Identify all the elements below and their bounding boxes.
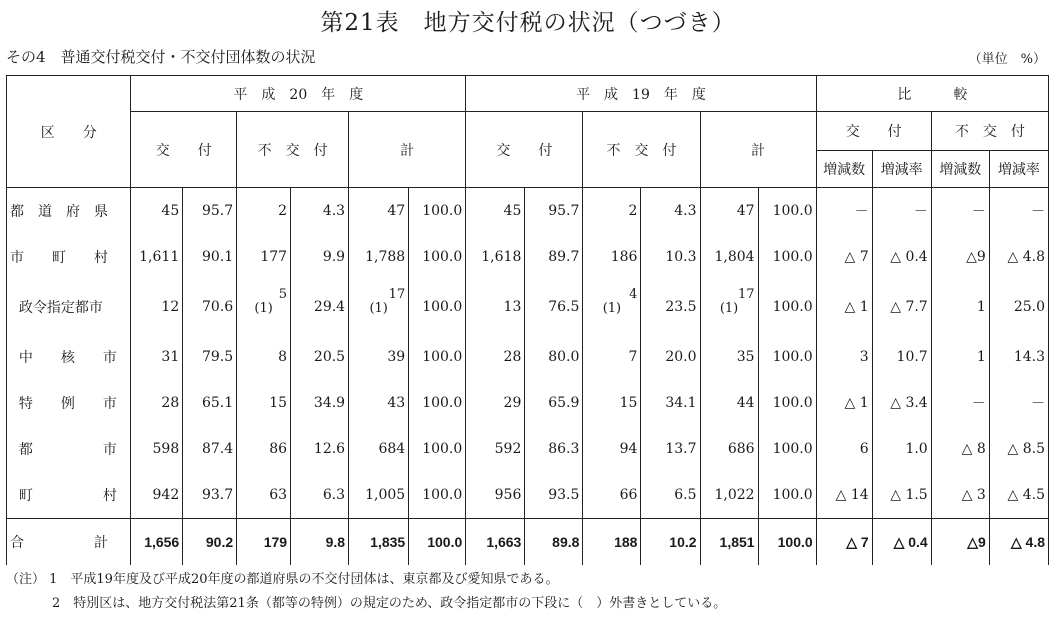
cell-n20: 179 [237,519,291,566]
cell-n19p: 23.5 [641,280,700,334]
header-h19: 平 成 19 年 度 [466,76,816,112]
cell-g19p: 89.7 [525,234,583,280]
cell-t19p: 100.0 [758,280,816,334]
statistics-table [6,75,1049,565]
cell-t19p: 100.0 [758,472,816,519]
cell-gr: △ 0.4 [872,519,931,566]
cell-nr: △ 4.8 [989,234,1048,280]
table-row [7,188,1049,235]
cell-t20: 39 [349,334,409,380]
cell-g20p: 87.4 [183,426,237,472]
cell-t20p: 100.0 [409,280,466,334]
page-title: 第21表 地方交付税の状況（つづき） [320,10,736,36]
cell-nd: △ 3 [931,472,989,519]
cell-n19: 15 [583,380,641,426]
cell-gr: △ 0.4 [872,234,931,280]
cell-n20: 177 [237,234,291,280]
cell-gr: △ 3.4 [872,380,931,426]
cell-t20: 1,788 [349,234,409,280]
cell-nr: 25.0 [989,280,1048,334]
cell-n20p: 20.5 [291,334,349,380]
footnote-1: （注） 1 平成19年度及び平成20年度の都道府県の不交付団体は、東京都及び愛知県である。 [6,572,559,587]
cell-n19: 2 [583,188,641,235]
cell-g20: 28 [131,380,183,426]
header-category: 区 分 [7,76,131,188]
cell-t19p: 100.0 [758,234,816,280]
cell-t19: 686 [700,426,758,472]
cell-t19: 1,804 [700,234,758,280]
cell-g19p: 76.5 [525,280,583,334]
cell-gd: △ 1 [816,280,872,334]
cell-gd: － [816,188,872,235]
cell-g20p: 93.7 [183,472,237,519]
cell-n20p: 6.3 [291,472,349,519]
cell-g20p: 79.5 [183,334,237,380]
cell-t20: 43 [349,380,409,426]
cell-n19p: 20.0 [641,334,700,380]
header-grant-diff: 増減数 [816,151,872,188]
cell-n20: 86 [237,426,291,472]
cell-t19: 1,022 [700,472,758,519]
cell-value: 17 [738,287,755,302]
cell-n20p: 4.3 [291,188,349,235]
cell-t20p: 100.0 [409,426,466,472]
table-row [7,234,1049,280]
cell-t19p: 100.0 [758,188,816,235]
cell-g20: 1,611 [131,234,183,280]
cell-n20: 2 [237,188,291,235]
cell-t20p: 100.0 [409,188,466,235]
cell-n20 [237,280,291,334]
header-h19-total: 計 [700,112,816,188]
header-nongrant-rate: 増減率 [989,151,1048,188]
cell-nr: － [989,380,1048,426]
row-label: 政令指定都市 [7,280,131,334]
cell-nr: － [989,188,1048,235]
header-compare: 比 較 [816,76,1048,112]
cell-value: 17 [388,287,406,302]
unit-label: （単位 %） [968,52,1046,67]
cell-t19p: 100.0 [758,380,816,426]
cell-nd: △9 [931,234,989,280]
cell-g20: 12 [131,280,183,334]
cell-g20: 1,656 [131,519,183,566]
table-row [7,519,1049,566]
cell-nr: 14.3 [989,334,1048,380]
cell-gd: △ 14 [816,472,872,519]
row-label: 都 道 府 県 [7,188,131,235]
cell-t19: 35 [700,334,758,380]
table-subtitle: その4 普通交付税交付・不交付団体数の状況 [6,48,316,66]
cell-t20p: 100.0 [409,472,466,519]
table-row [7,334,1049,380]
cell-subvalue: (1) [369,301,388,316]
cell-n20: 63 [237,472,291,519]
cell-n19p: 13.7 [641,426,700,472]
table-row [7,380,1049,426]
cell-gr: － [872,188,931,235]
cell-t20p: 100.0 [409,334,466,380]
cell-n19: 7 [583,334,641,380]
row-label: 合 計 [7,519,131,566]
cell-subvalue: (1) [602,301,622,316]
cell-t20: 1,835 [349,519,409,566]
cell-gr: △ 7.7 [872,280,931,334]
header-h19-nongrant: 不 交 付 [583,112,700,188]
cell-t19: 1,851 [700,519,758,566]
cell-gr: 10.7 [872,334,931,380]
row-label: 都 市 [7,426,131,472]
cell-t20: 684 [349,426,409,472]
cell-n19p: 10.3 [641,234,700,280]
cell-g19: 592 [466,426,525,472]
header-grant-rate: 増減率 [872,151,931,188]
cell-g19: 1,663 [466,519,525,566]
cell-g19p: 86.3 [525,426,583,472]
cell-g20: 45 [131,188,183,235]
cell-n19p: 4.3 [641,188,700,235]
header-compare-grant: 交 付 [816,112,931,151]
header-h20: 平 成 20 年 度 [131,76,466,112]
cell-n19: 186 [583,234,641,280]
cell-n19 [583,280,641,334]
cell-g20p: 90.2 [183,519,237,566]
cell-nr: △ 4.5 [989,472,1048,519]
cell-nd: － [931,188,989,235]
footnotes [6,568,726,616]
cell-g20p: 95.7 [183,188,237,235]
cell-t19p: 100.0 [758,519,816,566]
cell-n19: 66 [583,472,641,519]
cell-subvalue: (1) [719,301,739,316]
cell-value: 4 [629,287,638,302]
cell-g19p: 65.9 [525,380,583,426]
table-row [7,280,1049,334]
cell-gr: △ 1.5 [872,472,931,519]
cell-n20p: 9.9 [291,234,349,280]
cell-nd: 1 [931,334,989,380]
cell-n20: 8 [237,334,291,380]
header-compare-nongrant: 不 交 付 [931,112,1048,151]
cell-t20: 1,005 [349,472,409,519]
cell-n19p: 10.2 [641,519,700,566]
cell-value: 5 [278,287,288,302]
cell-n19: 94 [583,426,641,472]
cell-g20: 942 [131,472,183,519]
cell-g19: 45 [466,188,525,235]
cell-n19: 188 [583,519,641,566]
header-h20-nongrant: 不 交 付 [237,112,349,188]
cell-n20p: 12.6 [291,426,349,472]
cell-g20: 598 [131,426,183,472]
header-h20-total: 計 [349,112,466,188]
cell-t20: 47 [349,188,409,235]
cell-t20p: 100.0 [409,519,466,566]
cell-gd: 3 [816,334,872,380]
cell-nd: － [931,380,989,426]
cell-g19: 29 [466,380,525,426]
cell-g19p: 80.0 [525,334,583,380]
row-label: 特 例 市 [7,380,131,426]
cell-g20: 31 [131,334,183,380]
row-label: 中 核 市 [7,334,131,380]
cell-n20p: 29.4 [291,280,349,334]
cell-t19p: 100.0 [758,426,816,472]
cell-gd: △ 1 [816,380,872,426]
cell-nd: △9 [931,519,989,566]
cell-g20p: 70.6 [183,280,237,334]
cell-gd: △ 7 [816,234,872,280]
cell-g19: 956 [466,472,525,519]
cell-subvalue: (1) [254,301,273,316]
header-h19-grant: 交 付 [466,112,583,188]
header-h20-grant: 交 付 [131,112,237,188]
cell-n19p: 34.1 [641,380,700,426]
cell-gr: 1.0 [872,426,931,472]
header-nongrant-diff: 増減数 [931,151,989,188]
cell-nd: 1 [931,280,989,334]
cell-t19: 47 [700,188,758,235]
cell-g19p: 95.7 [525,188,583,235]
cell-t19 [700,280,758,334]
table-row [7,426,1049,472]
cell-g19: 1,618 [466,234,525,280]
cell-g19p: 93.5 [525,472,583,519]
row-label: 町 村 [7,472,131,519]
cell-nr: △ 8.5 [989,426,1048,472]
cell-t19: 44 [700,380,758,426]
cell-gd: 6 [816,426,872,472]
cell-gd: △ 7 [816,519,872,566]
cell-t20p: 100.0 [409,234,466,280]
cell-n19p: 6.5 [641,472,700,519]
cell-t20 [349,280,409,334]
cell-nr: △ 4.8 [989,519,1048,566]
cell-n20p: 34.9 [291,380,349,426]
cell-nd: △ 8 [931,426,989,472]
table-row [7,472,1049,519]
cell-g19: 13 [466,280,525,334]
row-label: 市 町 村 [7,234,131,280]
cell-n20: 15 [237,380,291,426]
cell-g20p: 65.1 [183,380,237,426]
cell-t20p: 100.0 [409,380,466,426]
cell-g19: 28 [466,334,525,380]
cell-g19p: 89.8 [525,519,583,566]
cell-t19p: 100.0 [758,334,816,380]
footnote-2: 2 特別区は、地方交付税法第21条（都等の特例）の規定のため、政令指定都市の下段に（ ）外書きとしている。 [52,596,727,611]
cell-g20p: 90.1 [183,234,237,280]
cell-n20p: 9.8 [291,519,349,566]
